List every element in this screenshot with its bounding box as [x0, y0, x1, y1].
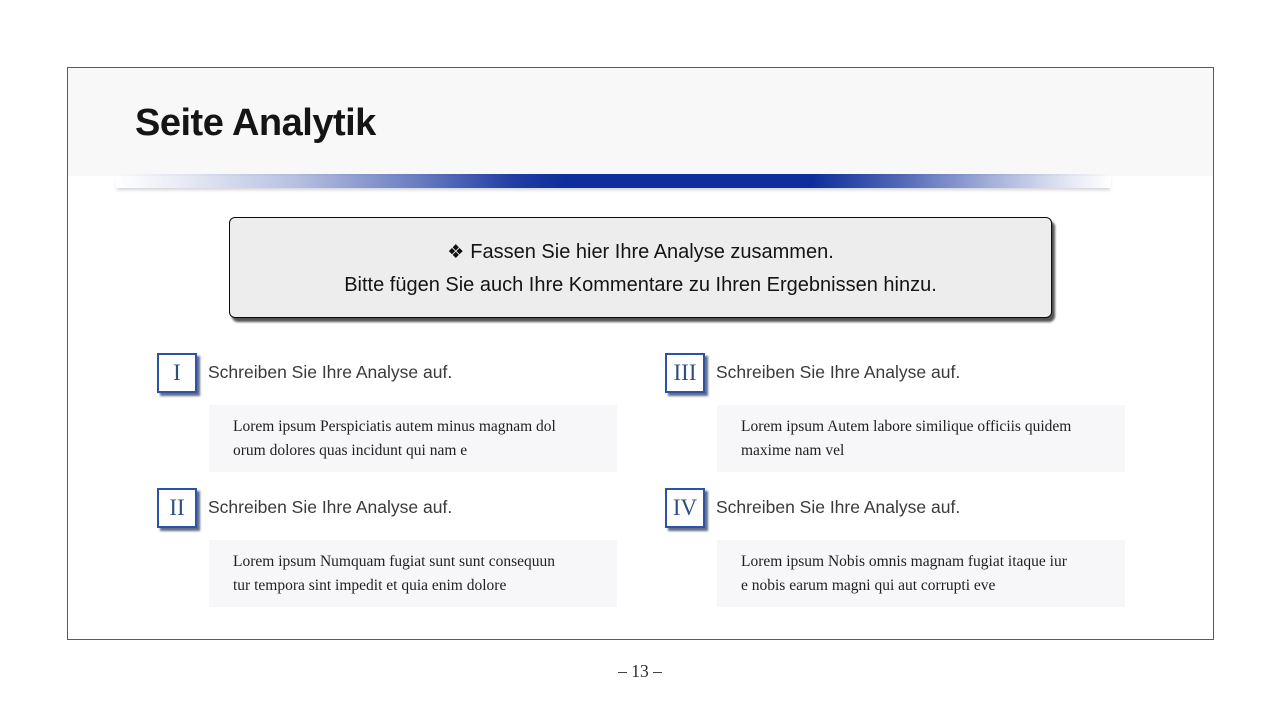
accent-gradient-bar: [116, 174, 1111, 188]
numeral-badge-2: II: [157, 488, 197, 528]
summary-line-1: [230, 236, 1051, 269]
section-body-line: tur tempora sint impedit et quia enim dolore: [233, 577, 507, 594]
section-body-line: orum dolores quas incidunt qui nam e: [233, 442, 468, 459]
diamond-bullet-icon: ❖: [447, 241, 465, 263]
analysis-section-2: [157, 488, 627, 623]
section-heading: Schreiben Sie Ihre Analyse auf.: [716, 362, 961, 382]
section-body-line: e nobis earum magni qui aut corrupti eve: [741, 577, 996, 594]
summary-line-2: Bitte fügen Sie auch Ihre Kommentare zu Ihren Ergebnissen hinzu.: [344, 274, 937, 296]
section-heading: Schreiben Sie Ihre Analyse auf.: [208, 497, 453, 517]
section-heading: Schreiben Sie Ihre Analyse auf.: [716, 497, 961, 517]
numeral-badge-4: IV: [665, 488, 705, 528]
section-body-line: Lorem ipsum Perspiciatis autem minus magnam dol: [233, 418, 556, 435]
numeral-badge-1: I: [157, 353, 197, 393]
analysis-section-3: [665, 353, 1135, 488]
section-heading: Schreiben Sie Ihre Analyse auf.: [208, 362, 453, 382]
section-body-line: maxime nam vel: [741, 442, 845, 459]
summary-line-1-text: Fassen Sie hier Ihre Analyse zusammen.: [470, 241, 834, 263]
section-body-line: Lorem ipsum Nobis omnis magnam fugiat itaque iur: [741, 553, 1067, 570]
page-title: Seite Analytik: [135, 102, 376, 144]
summary-callout-box: [229, 217, 1052, 318]
section-body-box: [209, 405, 617, 472]
slide-canvas: [67, 67, 1214, 640]
analysis-section-4: [665, 488, 1135, 623]
section-body-line: Lorem ipsum Numquam fugiat sunt sunt consequun: [233, 553, 556, 570]
section-body-box: [717, 405, 1125, 472]
section-body-box: [209, 540, 617, 607]
section-body-box: [717, 540, 1125, 607]
page-number: – 13 –: [618, 661, 662, 681]
analysis-section-1: [157, 353, 627, 488]
numeral-badge-3: III: [665, 353, 705, 393]
section-body-line: Lorem ipsum Autem labore similique officiis quidem: [741, 418, 1072, 435]
